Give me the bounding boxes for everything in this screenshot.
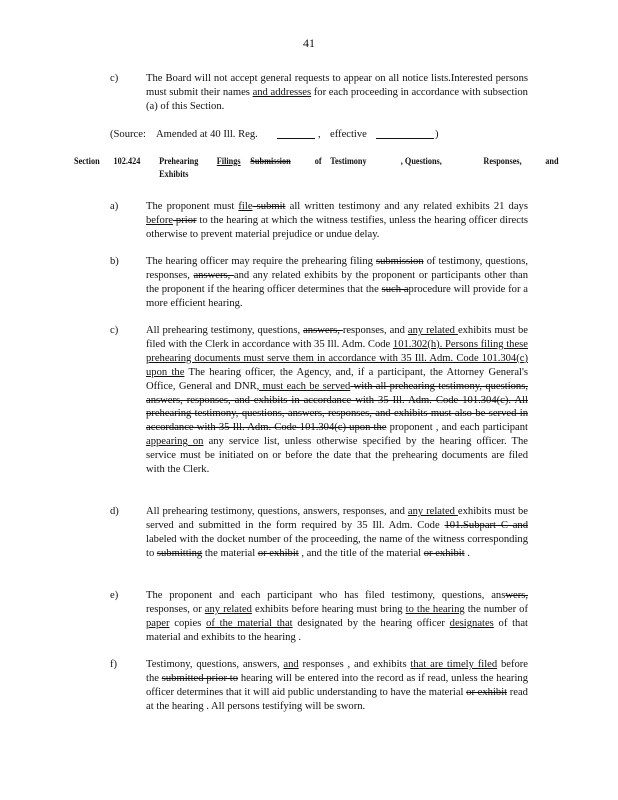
source-blank-1 xyxy=(277,128,315,139)
item-d-text: All prehearing testimony, questions, answers, responses, and any related exhibits must be served and submitted in the form required by 35 Ill. Adm. Code 101.Subpart C and labeled with the docket number of the proceeding, the name of the witness corresponding to submitting the material or exhibit , and the title of the material or exhibit . xyxy=(146,506,528,559)
source-amended: Amended at 40 Ill. Reg. xyxy=(156,129,258,140)
heading-word-of: of xyxy=(314,156,322,167)
heading-word-testimony: Testimony xyxy=(330,156,367,167)
item-c-prev-text: The Board will not accept general requests to appear on all notice lists.Interested persons must submit their names and addresses for each proceeding in accordance with subsection (a) of this Section. xyxy=(146,73,528,112)
source-effective: effective xyxy=(330,129,367,140)
source-blank-2 xyxy=(376,128,434,139)
source-close: ) xyxy=(435,129,439,140)
item-e-label: e) xyxy=(110,590,119,601)
item-e-text: The proponent and each participant who has filed testimony, questions, answers, responses, or any related exhibits before hearing must bring to the hearing the number of paper copies of the material that designated by the hearing officer designates of that material and exhibits to the hearing . xyxy=(146,590,528,643)
item-c-label: c) xyxy=(110,325,119,336)
item-c-prev-label: c) xyxy=(110,73,119,84)
item-f-text: Testimony, questions, answers, and responses , and exhibits that are timely filed before the submitted prior to hearing will be entered into the record as if read, unless the hearing officer determines that it will aid public understanding to have the material or exhibit read at the hearing . All persons testifying will be sworn. xyxy=(146,659,529,712)
item-c-text: All prehearing testimony, questions, answers, responses, and any related exhibits must be filed with the Clerk in accordance with 35 Ill. Adm. Code 101.302(h). Persons filing these prehearing documents must serve them in accordance with 35 Ill. Adm. Code 101.304(c) upon the The hearing officer, the Agency, and, if a participant, the Attorney General's Office, General and DNR, must each be served with all prehearing testimony, questions, answers, responses, and exhibits in accordance with 35 Ill. Adm. Code 101.304(c). All prehearing testimony, questions, answers, responses, and exhibits must also be served in accordance with 35 Ill. Adm. Code 101.304(c) upon the proponent , and each participant appearing on any service list, unless otherwise specified by the hearing officer. The service must be initiated on or before the date that the prehearing documents are filed with the Clerk. xyxy=(146,325,529,476)
heading-word-prehearing: Prehearing xyxy=(159,156,199,167)
heading-word-responses: Responses, xyxy=(483,156,522,167)
source-open: (Source: xyxy=(110,129,146,140)
source-line xyxy=(110,128,530,142)
source-comma: , xyxy=(318,129,321,140)
item-a-label: a) xyxy=(110,201,119,212)
item-b-text: The hearing officer may require the prehearing filing submission of testimony, questions, responses, answers, and any related exhibits by the proponent or participants other than the proponent if the hearing officer determines that the such aprocedure will provide for a more efficient hearing. xyxy=(146,256,528,309)
section-number: 102.424 xyxy=(113,156,141,167)
item-a-text: The proponent must file submit all written testimony and any related exhibits 21 days before prior to the hearing at which the witness testifies, unless the hearing officer directs otherwise to prevent material prejudice or undue delay. xyxy=(146,201,529,240)
section-heading xyxy=(74,155,559,181)
item-f-label: f) xyxy=(110,659,118,670)
section-word: Section xyxy=(74,156,100,167)
item-b-label: b) xyxy=(110,256,119,267)
heading-word-questions: , Questions, xyxy=(400,156,442,167)
heading-word-submission: Submission xyxy=(250,156,291,167)
item-d-label: d) xyxy=(110,506,119,517)
heading-word-exhibits: Exhibits xyxy=(159,169,189,180)
heading-word-filings: Filings xyxy=(216,156,241,167)
heading-word-and: and xyxy=(545,156,559,167)
page-number: 41 xyxy=(303,36,315,50)
